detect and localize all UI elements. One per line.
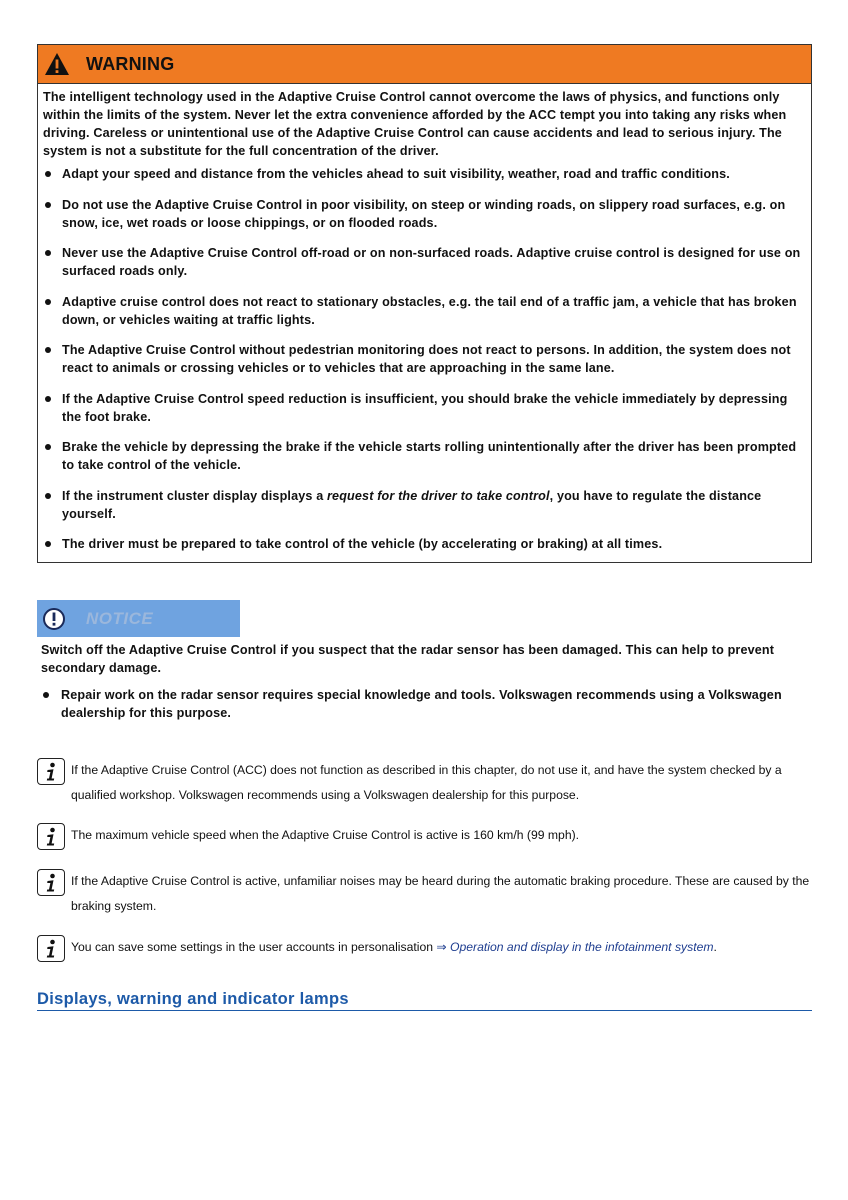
notice-bullet-list <box>41 686 801 722</box>
notice-text: Switch off the Adaptive Cruise Control if you suspect that the radar sensor has been damaged. This can help to prevent secondary damage. <box>41 643 775 675</box>
info-note <box>37 758 812 808</box>
info-icon <box>37 935 65 962</box>
info-note <box>37 869 812 919</box>
warning-bullet: Do not use the Adaptive Cruise Control in poor visibility, on steep or winding roads, on slippery road surfaces, e.g. on snow, ice, wet roads or loose chippings, or on flooded roads. <box>43 196 805 232</box>
cross-reference-link[interactable]: Operation and display in the infotainment system <box>450 940 714 954</box>
warning-bullet-list <box>43 165 805 553</box>
info-icon <box>37 758 65 785</box>
warning-box <box>37 44 812 563</box>
warning-header <box>38 45 811 84</box>
warning-bullet: Adaptive cruise control does not react to stationary obstacles, e.g. the tail end of a traffic jam, a vehicle that has broken down, or vehicles waiting at traffic lights. <box>43 293 805 329</box>
warning-bullet: The driver must be prepared to take control of the vehicle (by accelerating or braking) at all times. <box>43 535 805 553</box>
notice-body <box>41 641 801 735</box>
warning-bullet: Never use the Adaptive Cruise Control off-road or on non-surfaced roads. Adaptive cruise control is designed for use on surfaced roads only. <box>43 244 805 280</box>
warning-title: WARNING <box>86 53 175 74</box>
info-icon <box>37 869 65 896</box>
warning-intro: The intelligent technology used in the Adaptive Cruise Control cannot overcome the laws of physics, and functions only within the limits of the system. Never let the extra convenience afforded by the ACC tempt you into taking any risks when driving. Careless or unintentional use of the Adaptive Cruise Control can cause accidents and lead to serious injury. The system is not a substitute for the full concentration of the driver. <box>43 90 787 158</box>
warning-bullet: Adapt your speed and distance from the vehicles ahead to suit visibility, weather, road and traffic conditions. <box>43 165 805 183</box>
info-note <box>37 935 812 962</box>
warning-triangle-icon <box>44 52 70 76</box>
section-title: Displays, warning and indicator lamps <box>37 990 812 1011</box>
warning-bullet-text: If the instrument cluster display displays a <box>62 488 327 503</box>
warning-bullet <box>43 487 805 523</box>
warning-bullet: Brake the vehicle by depressing the brake if the vehicle starts rolling unintentionally after the driver has been prompted to take control of the vehicle. <box>43 438 805 474</box>
info-note-text: If the Adaptive Cruise Control is active, unfamiliar noises may be heard during the automatic braking procedure. These are caused by the braking system. <box>71 874 810 913</box>
warning-bullet-text: , you have to regulate the distance yourself. <box>62 488 762 521</box>
warning-body <box>38 84 811 553</box>
notice-header <box>37 600 240 637</box>
notice-title: NOTICE <box>86 608 154 628</box>
info-note-text: If the Adaptive Cruise Control (ACC) does not function as described in this chapter, do not use it, and have the system checked by a qualified workshop. Volkswagen recommends using a Volkswagen dealership for this purpose. <box>71 763 782 802</box>
info-icon <box>37 823 65 850</box>
warning-bullet-emphasis: request for the driver to take control <box>327 488 550 503</box>
exclamation-circle-icon <box>42 607 66 631</box>
warning-bullet: The Adaptive Cruise Control without pedestrian monitoring does not react to persons. In addition, the system does not react to animals or crossing vehicles or to vehicles that are approaching in the same lane. <box>43 341 805 377</box>
cross-reference-arrow: ⇒ <box>436 940 447 954</box>
info-note <box>37 823 812 850</box>
info-note-text: The maximum vehicle speed when the Adaptive Cruise Control is active is 160 km/h (99 mph). <box>71 828 580 842</box>
notice-bullet: Repair work on the radar sensor requires special knowledge and tools. Volkswagen recommends using a Volkswagen dealership for this purpose. <box>41 686 801 722</box>
warning-bullet: If the Adaptive Cruise Control speed reduction is insufficient, you should brake the vehicle immediately by depressing the foot brake. <box>43 390 805 426</box>
info-note-end: . <box>713 940 717 954</box>
info-note-text: You can save some settings in the user accounts in personalisation <box>71 940 437 954</box>
